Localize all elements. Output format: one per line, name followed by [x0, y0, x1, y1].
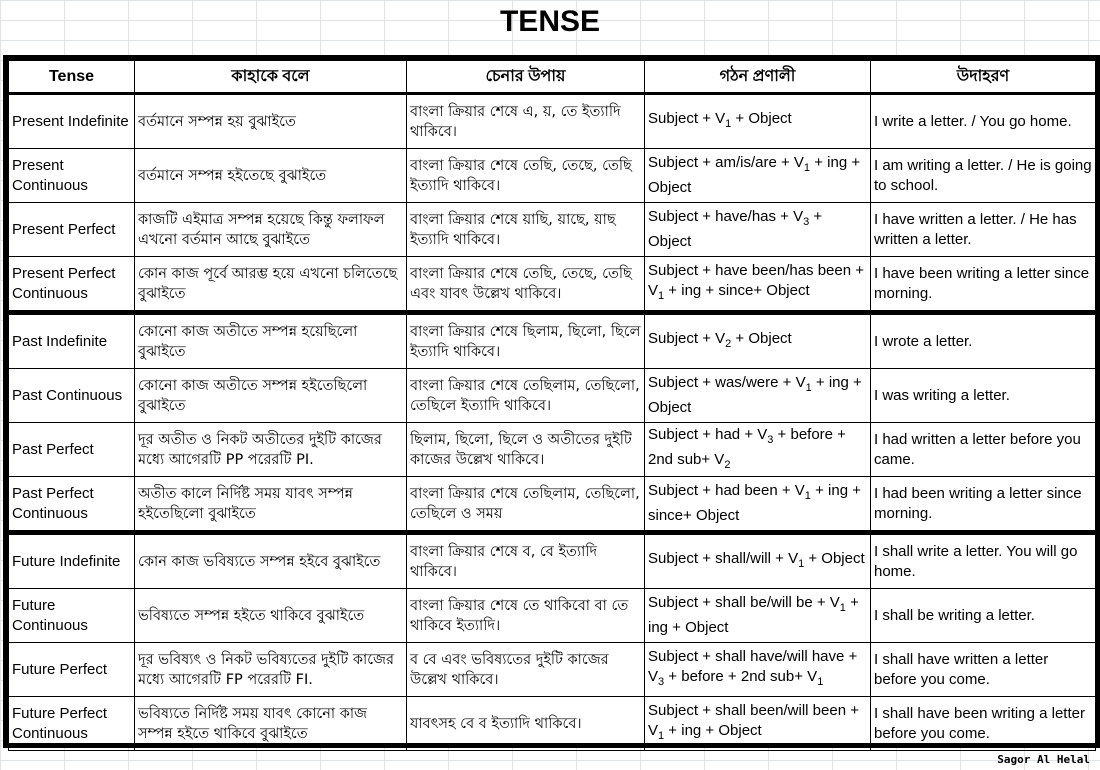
tense-cell: Past Continuous — [9, 369, 135, 423]
example-cell: I write a letter. / You go home. — [871, 94, 1096, 149]
identify-cell: যাবৎসহ বে ব ইত্যাদি থাকিবে। — [407, 697, 645, 751]
header-identify: চেনার উপায় — [407, 61, 645, 94]
identify-cell: ছিলাম, ছিলো, ছিলে ও অতীতের দুইটি কাজের উল্লেখ থাকিবে। — [407, 423, 645, 477]
tense-cell: Future Perfect — [9, 643, 135, 697]
structure-cell: Subject + shall be/will be + $V_1$ + ing + Object — [645, 589, 871, 643]
example-cell: I shall have written a letter before you come. — [871, 643, 1096, 697]
identify-cell: বাংলা ক্রিয়ার শেষে ছিলাম, ছিলো, ছিলে ইত্যাদি থাকিবে। — [407, 313, 645, 369]
identify-cell: বাংলা ক্রিয়ার শেষে তেছিলাম, তেছিলো, তেছিলে ও সময় — [407, 477, 645, 533]
table-row — [9, 643, 1096, 697]
structure-cell: Subject + shall been/will been + $V_1$ + ing + Object — [645, 697, 871, 751]
tense-cell: Past Perfect — [9, 423, 135, 477]
table-row — [9, 94, 1096, 149]
structure-cell: Subject + $V_2$ + Object — [645, 313, 871, 369]
table-row — [9, 477, 1096, 533]
structure-cell: Subject + have/has + $V_3$ + Object — [645, 203, 871, 257]
tense-cell: Present Perfect Continuous — [9, 257, 135, 313]
tense-cell: Future Continuous — [9, 589, 135, 643]
structure-cell: Subject + $V_1$ + Object — [645, 94, 871, 149]
header-structure: গঠন প্রণালী — [645, 61, 871, 94]
header-tense: Tense — [9, 61, 135, 94]
table-row — [9, 423, 1096, 477]
example-cell: I had been writing a letter since morning. — [871, 477, 1096, 533]
tense-table-frame — [3, 55, 1100, 748]
identify-cell: বাংলা ক্রিয়ার শেষে তেছি, তেছে, তেছি ইত্যাদি থাকিবে। — [407, 149, 645, 203]
tense-cell: Future Perfect Continuous — [9, 697, 135, 751]
identify-cell: বাংলা ক্রিয়ার শেষে ব, বে ইত্যাদি থাকিবে। — [407, 533, 645, 589]
example-cell: I shall be writing a letter. — [871, 589, 1096, 643]
header-example: উদাহরণ — [871, 61, 1096, 94]
page-title: TENSE — [499, 5, 601, 38]
example-cell: I was writing a letter. — [871, 369, 1096, 423]
definition-cell: কোনো কাজ অতীতে সম্পন্ন হয়েছিলো বুঝাইতে — [135, 313, 407, 369]
structure-cell: Subject + was/were + $V_1$ + ing + Object — [645, 369, 871, 423]
structure-cell: Subject + have been/has been + $V_1$ + ing + since+ Object — [645, 257, 871, 313]
example-cell: I wrote a letter. — [871, 313, 1096, 369]
author-credit: Sagor Al Helal — [997, 753, 1090, 766]
example-cell: I am writing a letter. / He is going to school. — [871, 149, 1096, 203]
tense-cell: Past Perfect Continuous — [9, 477, 135, 533]
definition-cell: বর্তমানে সম্পন্ন হইতেছে বুঝাইতে — [135, 149, 407, 203]
table-row — [9, 369, 1096, 423]
structure-cell: Subject + had been + $V_1$ + ing + since+ Object — [645, 477, 871, 533]
tense-cell: Present Continuous — [9, 149, 135, 203]
tense-cell: Past Indefinite — [9, 313, 135, 369]
definition-cell: দূর ভবিষ্যৎ ও নিকট ভবিষ্যতের দুইটি কাজের মধ্যে আগেরটি FP পরেরটি FI. — [135, 643, 407, 697]
identify-cell: বাংলা ক্রিয়ার শেষে তেছিলাম, তেছিলো, তেছিলে ইত্যাদি থাকিবে। — [407, 369, 645, 423]
structure-cell: Subject + had + $V_3$ + before + 2nd $sub+ V_2$ — [645, 423, 871, 477]
identify-cell: বাংলা ক্রিয়ার শেষে তে থাকিবো বা তে থাকিবে ইত্যাদি। — [407, 589, 645, 643]
example-cell: I have written a letter. / He has written a letter. — [871, 203, 1096, 257]
identify-cell: বাংলা ক্রিয়ার শেষে তেছি, তেছে, তেছি এবং যাবৎ উল্লেখ থাকিবে। — [407, 257, 645, 313]
structure-cell: Subject + $am/is/are + V_1$ + ing + Object — [645, 149, 871, 203]
definition-cell: কোন কাজ ভবিষ্যতে সম্পন্ন হইবে বুঝাইতে — [135, 533, 407, 589]
table-row — [9, 697, 1096, 751]
tense-cell: Future Indefinite — [9, 533, 135, 589]
table-row — [9, 313, 1096, 369]
definition-cell: অতীত কালে নির্দিষ্ট সময় যাবৎ সম্পন্ন হইতেছিলো বুঝাইতে — [135, 477, 407, 533]
definition-cell: কোনো কাজ অতীতে সম্পন্ন হইতেছিলো বুঝাইতে — [135, 369, 407, 423]
tense-table — [8, 60, 1096, 751]
table-row — [9, 149, 1096, 203]
identify-cell: ব বে এবং ভবিষ্যতের দুইটি কাজের উল্লেখ থাকিবে। — [407, 643, 645, 697]
tense-cell: Present Perfect — [9, 203, 135, 257]
header-row — [9, 61, 1096, 94]
table-row — [9, 203, 1096, 257]
structure-cell: Subject + shall/will + $V_1$ + Object — [645, 533, 871, 589]
example-cell: I had written a letter before you came. — [871, 423, 1096, 477]
definition-cell: বর্তমানে সম্পন্ন হয় বুঝাইতে — [135, 94, 407, 149]
example-cell: I shall write a letter. You will go home. — [871, 533, 1096, 589]
definition-cell: ভবিষ্যতে সম্পন্ন হইতে থাকিবে বুঝাইতে — [135, 589, 407, 643]
definition-cell: দূর অতীত ও নিকট অতীতের দুইটি কাজের মধ্যে আগেরটি PP পরেরটি PI. — [135, 423, 407, 477]
tense-cell: Present Indefinite — [9, 94, 135, 149]
table-row — [9, 589, 1096, 643]
table-row — [9, 533, 1096, 589]
table-row — [9, 257, 1096, 313]
structure-cell: Subject + shall have/will have + $V_3$ + before + 2nd $sub+ V_1$ — [645, 643, 871, 697]
definition-cell: কাজটি এইমাত্র সম্পন্ন হয়েছে কিন্তু ফলাফল এখনো বর্তমান আছে বুঝাইতে — [135, 203, 407, 257]
definition-cell: ভবিষ্যতে নির্দিষ্ট সময় যাবৎ কোনো কাজ সম্পন্ন হইতে থাকিবে বুঝাইতে — [135, 697, 407, 751]
identify-cell: বাংলা ক্রিয়ার শেষে এ, য়, তে ইত্যাদি থাকিবে। — [407, 94, 645, 149]
identify-cell: বাংলা ক্রিয়ার শেষে য়াছি, য়াছে, য়াছ ইত্যাদি থাকিবে। — [407, 203, 645, 257]
definition-cell: কোন কাজ পূর্বে আরম্ভ হয়ে এখনো চলিতেছে বুঝাইতে — [135, 257, 407, 313]
example-cell: I have been writing a letter since morning. — [871, 257, 1096, 313]
example-cell: I shall have been writing a letter before you come. — [871, 697, 1096, 751]
header-definition: কাহাকে বলে — [135, 61, 407, 94]
